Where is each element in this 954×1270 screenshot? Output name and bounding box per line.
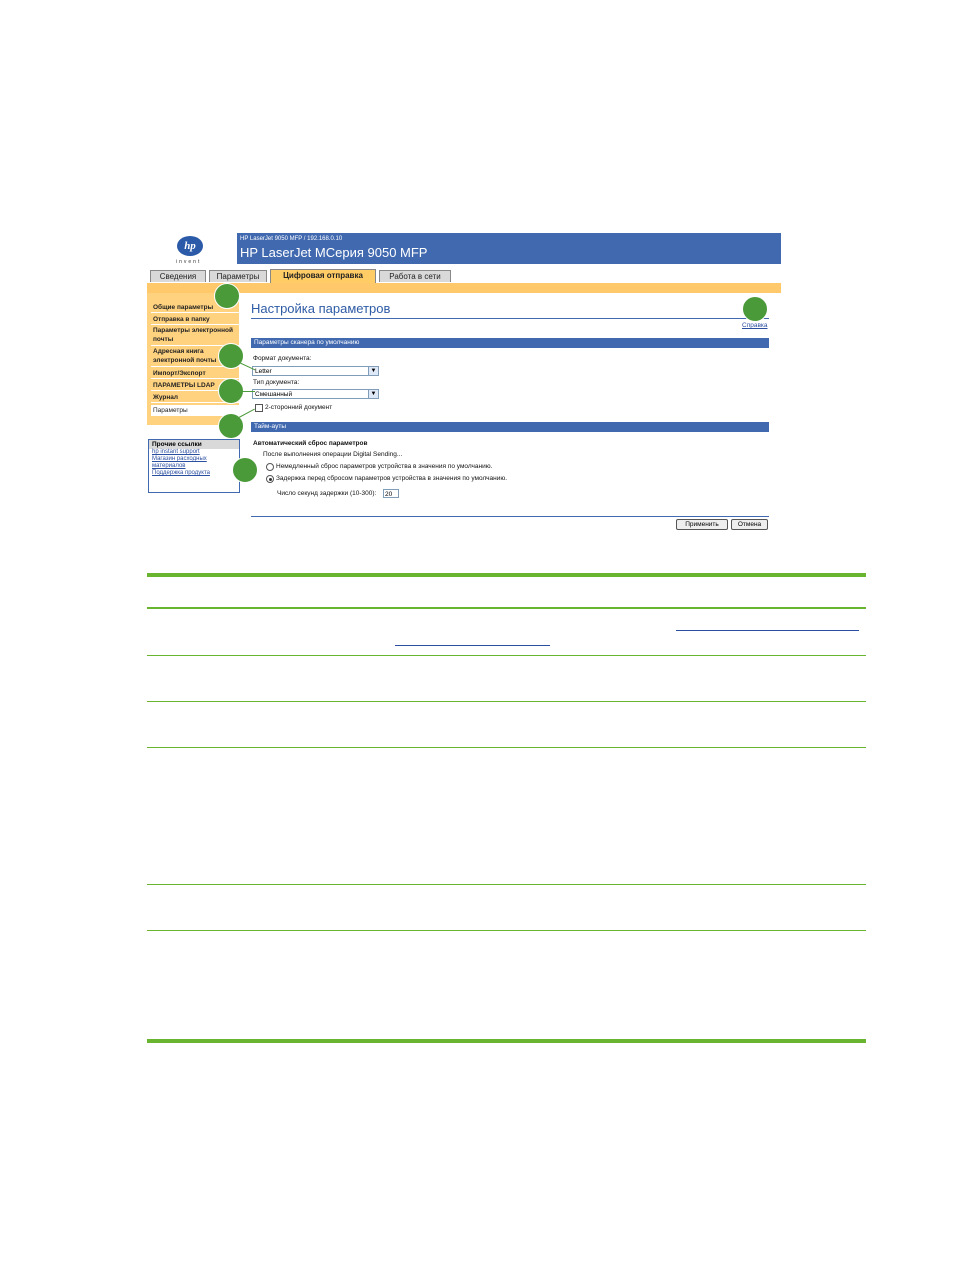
doc-type-label: Тип документа:	[253, 379, 300, 386]
table-top-rule	[147, 573, 866, 577]
delay-seconds-input[interactable]: 20	[383, 489, 399, 498]
callout-marker-3	[218, 343, 244, 369]
header-banner	[237, 233, 781, 264]
chevron-down-icon: ▼	[368, 390, 378, 398]
page-title: Настройка параметров	[251, 301, 391, 316]
tab-networking[interactable]: Работа в сети	[379, 270, 451, 282]
chevron-down-icon: ▼	[368, 367, 378, 375]
table-row-divider	[147, 884, 866, 885]
doc-size-select[interactable]	[252, 366, 379, 376]
sidebar-item-address-book[interactable]: Адресная книга электронной почты	[151, 347, 239, 367]
tab-settings[interactable]: Параметры	[209, 270, 267, 282]
doc-type-value: Смешанный	[255, 391, 293, 398]
table-bottom-rule	[147, 1039, 866, 1043]
apply-button[interactable]: Применить	[676, 519, 728, 530]
doc-size-value: Letter	[255, 368, 272, 375]
cancel-button[interactable]: Отмена	[731, 519, 768, 530]
link-supplies-store[interactable]: Магазин расходных материалов	[152, 456, 207, 469]
radio-delay-reset[interactable]	[266, 475, 274, 483]
sidebar-item-send-folder[interactable]: Отправка в папку	[151, 314, 239, 325]
title-divider	[251, 318, 769, 319]
sidebar-item-preferences[interactable]: Параметры	[151, 405, 239, 416]
table-link-underline[interactable]	[395, 645, 550, 646]
doc-type-select[interactable]	[252, 389, 379, 399]
sidebar-item-ldap[interactable]: ПАРАМЕТРЫ LDAP	[151, 380, 239, 391]
table-row-divider	[147, 701, 866, 702]
other-links-title: Прочие ссылки	[149, 440, 239, 449]
hp-logo-subtext: invent	[176, 259, 202, 265]
delay-seconds-label: Число секунд задержки (10-300):	[277, 490, 377, 497]
tab-digital-sending[interactable]: Цифровая отправка	[270, 269, 376, 283]
duplex-label: 2-сторонний документ	[265, 404, 333, 411]
tab-info[interactable]: Сведения	[150, 270, 206, 282]
after-operation-text: После выполнения операции Digital Sending...	[263, 451, 403, 458]
link-product-support[interactable]: Поддержка продукта	[152, 470, 210, 476]
table-row-divider	[147, 655, 866, 656]
hp-logo-mark: hp	[177, 236, 203, 256]
sidebar-item-email-settings[interactable]: Параметры электронной почты	[151, 326, 239, 346]
timeouts-section: Тайм-ауты	[251, 422, 769, 432]
doc-size-label: Формат документа:	[253, 355, 312, 362]
hp-logo	[147, 233, 236, 269]
tab-bar	[147, 269, 781, 283]
auto-reset-heading: Автоматический сброс параметров	[253, 440, 368, 447]
bottom-divider	[251, 516, 769, 517]
duplex-checkbox[interactable]	[255, 404, 263, 412]
radio-delay-label: Задержка перед сбросом параметров устройства в значения по умолчанию.	[276, 475, 508, 482]
sidebar-item-general[interactable]: Общие параметры	[151, 302, 239, 313]
table-row-divider	[147, 930, 866, 931]
help-link[interactable]: Справка	[742, 322, 768, 329]
device-address: HP LaserJet 9050 MFP / 192.168.0.10	[240, 236, 343, 242]
radio-immediate-reset[interactable]	[266, 463, 274, 471]
radio-immediate-label: Немедленный сброс параметров устройства в значения по умолчанию.	[276, 463, 493, 470]
sidebar-item-log[interactable]: Журнал	[151, 392, 239, 403]
scanner-defaults-section: Параметры сканера по умолчанию	[251, 338, 769, 348]
callout-leader-4	[241, 391, 255, 392]
product-title: HP LaserJet MСерия 9050 MFP	[240, 245, 428, 260]
callout-marker-6	[232, 457, 258, 483]
link-instant-support[interactable]: hp instant support	[152, 449, 200, 455]
callout-marker-2	[742, 296, 768, 322]
callout-marker-1	[214, 283, 240, 309]
tab-strip	[147, 283, 781, 293]
table-header-rule	[147, 607, 866, 609]
table-row-divider	[147, 747, 866, 748]
callout-leader-5	[237, 409, 255, 419]
sidebar-item-import-export[interactable]: Импорт/Экспорт	[151, 368, 239, 379]
other-links-panel	[148, 439, 240, 493]
table-link-underline[interactable]	[676, 630, 859, 631]
screenshot-figure	[147, 233, 781, 533]
